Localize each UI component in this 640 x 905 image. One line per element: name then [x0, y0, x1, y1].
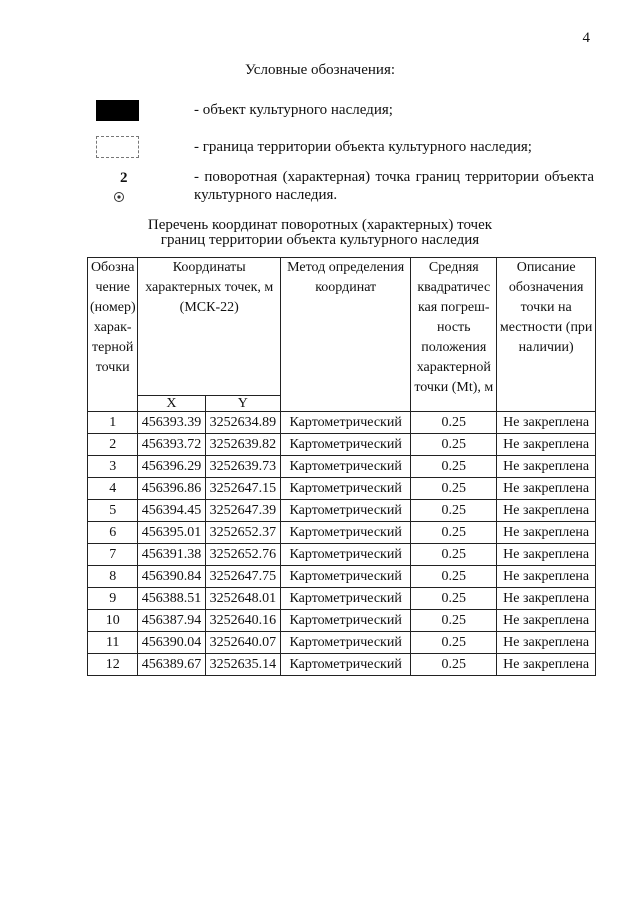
table-row	[88, 566, 596, 588]
cell-y: 3252647.75	[205, 566, 281, 588]
header-coordinates: Координаты характерных точек, м (МСК-22)	[138, 258, 281, 396]
table-row	[88, 654, 596, 676]
cell-error: 0.25	[411, 412, 497, 434]
cell-description: Не закреплена	[497, 610, 596, 632]
table-row	[88, 610, 596, 632]
table-row	[88, 412, 596, 434]
cell-x: 456391.38	[138, 544, 205, 566]
cell-method: Картометрический	[281, 610, 411, 632]
header-x: X	[138, 396, 205, 412]
table-row	[88, 544, 596, 566]
cell-description: Не закреплена	[497, 566, 596, 588]
cell-x: 456389.67	[138, 654, 205, 676]
header-y: Y	[205, 396, 281, 412]
cell-error: 0.25	[411, 456, 497, 478]
table-row	[88, 456, 596, 478]
table-row	[88, 522, 596, 544]
boundary-swatch-icon	[96, 136, 139, 158]
cell-description: Не закреплена	[497, 500, 596, 522]
cell-method: Картометрический	[281, 588, 411, 610]
cell-method: Картометрический	[281, 544, 411, 566]
table-row	[88, 588, 596, 610]
cell-error: 0.25	[411, 478, 497, 500]
cell-method: Картометрический	[281, 522, 411, 544]
cell-description: Не закреплена	[497, 588, 596, 610]
cultural-object-swatch-icon	[96, 100, 139, 121]
cell-y: 3252639.73	[205, 456, 281, 478]
cell-description: Не закреплена	[497, 544, 596, 566]
point-marker-icon	[113, 191, 125, 205]
cell-y: 3252652.76	[205, 544, 281, 566]
cell-method: Картометрический	[281, 434, 411, 456]
cell-description: Не закреплена	[497, 412, 596, 434]
cell-x: 456390.84	[138, 566, 205, 588]
cell-description: Не закреплена	[497, 434, 596, 456]
cell-description: Не закреплена	[497, 654, 596, 676]
cell-x: 456388.51	[138, 588, 205, 610]
cell-error: 0.25	[411, 522, 497, 544]
cell-point-number: 1	[88, 412, 138, 434]
legend-item-point: - поворотная (характерная) точка границ территории объекта культурного наследия.	[194, 169, 594, 203]
cell-error: 0.25	[411, 500, 497, 522]
header-error: Средняя квадратичес кая погреш-ность положения характерной точки (Mt), м	[411, 258, 497, 412]
point-marker-label: 2	[120, 170, 128, 186]
table-row	[88, 478, 596, 500]
cell-description: Не закреплена	[497, 478, 596, 500]
cell-error: 0.25	[411, 434, 497, 456]
cell-x: 456387.94	[138, 610, 205, 632]
cell-y: 3252635.14	[205, 654, 281, 676]
cell-point-number: 3	[88, 456, 138, 478]
cell-y: 3252647.15	[205, 478, 281, 500]
cell-description: Не закреплена	[497, 632, 596, 654]
legend-title: Условные обозначения:	[244, 62, 396, 78]
cell-point-number: 10	[88, 610, 138, 632]
cell-y: 3252634.89	[205, 412, 281, 434]
cell-method: Картометрический	[281, 412, 411, 434]
cell-y: 3252640.16	[205, 610, 281, 632]
cell-point-number: 4	[88, 478, 138, 500]
cell-x: 456393.39	[138, 412, 205, 434]
cell-method: Картометрический	[281, 478, 411, 500]
cell-method: Картометрический	[281, 500, 411, 522]
table-row	[88, 632, 596, 654]
cell-x: 456394.45	[138, 500, 205, 522]
cell-y: 3252639.82	[205, 434, 281, 456]
header-method: Метод определения координат	[281, 258, 411, 412]
cell-error: 0.25	[411, 588, 497, 610]
table-title-line1: Перечень координат поворотных (характерных) точек	[147, 217, 493, 233]
page-number: 4	[582, 30, 590, 46]
table-title	[0, 218, 640, 248]
cell-x: 456396.86	[138, 478, 205, 500]
coordinates-table	[87, 257, 596, 676]
cell-y: 3252640.07	[205, 632, 281, 654]
cell-point-number: 5	[88, 500, 138, 522]
cell-point-number: 6	[88, 522, 138, 544]
cell-y: 3252648.01	[205, 588, 281, 610]
cell-y: 3252647.39	[205, 500, 281, 522]
header-description: Описание обозначения точки на местности (при наличии)	[497, 258, 596, 412]
legend-item-boundary: - граница территории объекта культурного наследия;	[194, 139, 532, 155]
cell-error: 0.25	[411, 544, 497, 566]
cell-point-number: 7	[88, 544, 138, 566]
table-title-line2: границ территории объекта культурного наследия	[160, 232, 480, 248]
cell-x: 456390.04	[138, 632, 205, 654]
table-row	[88, 434, 596, 456]
cell-method: Картометрический	[281, 632, 411, 654]
cell-y: 3252652.37	[205, 522, 281, 544]
cell-method: Картометрический	[281, 566, 411, 588]
cell-description: Не закреплена	[497, 522, 596, 544]
cell-error: 0.25	[411, 654, 497, 676]
cell-x: 456393.72	[138, 434, 205, 456]
cell-method: Картометрический	[281, 654, 411, 676]
cell-point-number: 2	[88, 434, 138, 456]
cell-point-number: 11	[88, 632, 138, 654]
cell-error: 0.25	[411, 566, 497, 588]
cell-x: 456396.29	[138, 456, 205, 478]
table-row	[88, 500, 596, 522]
cell-x: 456395.01	[138, 522, 205, 544]
cell-description: Не закреплена	[497, 456, 596, 478]
legend-item-object: - объект культурного наследия;	[194, 102, 393, 118]
cell-point-number: 9	[88, 588, 138, 610]
cell-point-number: 12	[88, 654, 138, 676]
cell-error: 0.25	[411, 632, 497, 654]
cell-error: 0.25	[411, 610, 497, 632]
cell-method: Картометрический	[281, 456, 411, 478]
cell-point-number: 8	[88, 566, 138, 588]
header-designation: Обозна чение (номер) харак-терной точки	[88, 258, 138, 412]
